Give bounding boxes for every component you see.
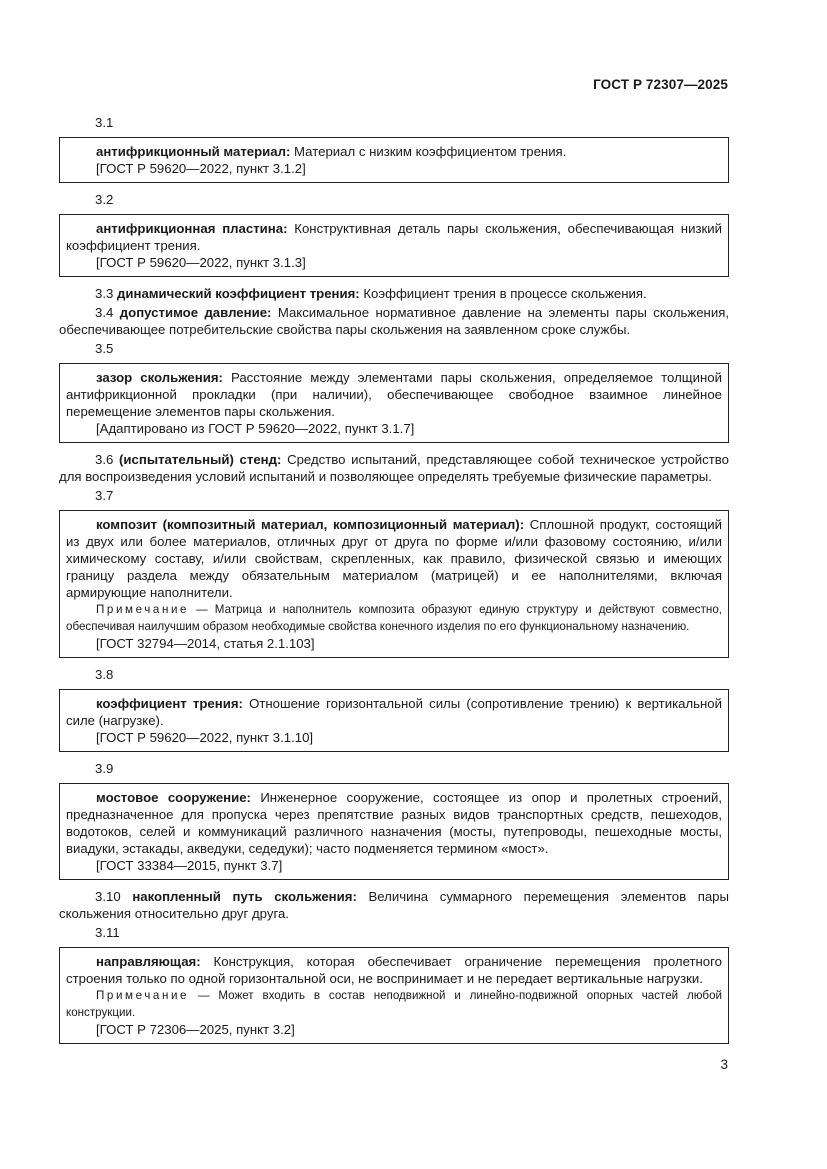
term-definition [66, 143, 722, 160]
term-definition [59, 888, 729, 922]
note-text: — Матрица и наполнитель композита образуют единую структуру и действуют совместно, обеспечивая наилучшим образом необходимые свойства конечного изделия по его функциональному назначению. [66, 603, 722, 633]
page-number: 3 [720, 1057, 728, 1072]
note-text: — Может входить в состав неподвижной и линейно-подвижной опорных частей любой конструкции. [66, 989, 722, 1019]
term-source: [ГОСТ Р 59620—2022, пункт 3.1.3] [96, 255, 306, 270]
term-box-3-2 [59, 214, 729, 277]
term-box-3-8 [59, 689, 729, 752]
term-box-3-5 [59, 363, 729, 443]
term-box-3-1 [59, 137, 729, 183]
term-note [66, 987, 722, 1021]
term-box-3-7 [59, 510, 729, 658]
term-definition [59, 285, 729, 302]
term-source: [ГОСТ Р 72306—2025, пункт 3.2] [96, 1022, 295, 1037]
entry-number: 3.8 [95, 667, 114, 682]
entry-number: 3.6 [95, 452, 114, 467]
document-header-id: ГОСТ Р 72307—2025 [593, 77, 728, 92]
term-text: Конструкция, которая обеспечивает ограничение перемещения пролетного строения только по одной горизонтальной оси, не воспринимает и не передает вертикальные нагрузки. [66, 954, 722, 986]
term-text: Сплошной продукт, состоящий из двух или более материалов, отличных друг от друга по форме и/или фазовому состоянию, и/или химическому составу, и/или свойствам, скрепленных, как правило, физической связью и имеющих границу раздела между обязательным материалом (матрицей) и ее наполнителями, включая армирующие наполнители. [66, 517, 722, 600]
term-text: Материал с низким коэффициентом трения. [290, 144, 567, 159]
note-label: Примечание [96, 989, 190, 1002]
term-name: (испытательный) стенд: [119, 452, 282, 467]
entry-number: 3.9 [95, 761, 114, 776]
entry-number: 3.7 [95, 488, 114, 503]
term-name: динамический коэффициент трения: [117, 286, 360, 301]
term-text: Конструктивная деталь пары скольжения, обеспечивающая низкий коэффициент трения. [66, 221, 723, 253]
term-source: [Адаптировано из ГОСТ Р 59620—2022, пункт 3.1.7] [96, 421, 415, 436]
term-source: [ГОСТ Р 59620—2022, пункт 3.1.2] [96, 161, 306, 176]
term-note [66, 601, 722, 635]
note-label: Примечание [96, 603, 190, 616]
term-name: накопленный путь скольжения: [132, 889, 357, 904]
term-paragraph-3-3 [59, 285, 729, 302]
entry-number: 3.1 [95, 115, 114, 130]
term-definition [66, 695, 722, 729]
term-paragraph-3-6 [59, 451, 729, 485]
term-name: композит (композитный материал, композиционный материал): [96, 517, 525, 532]
term-name: допустимое давление: [119, 305, 272, 320]
term-definition [66, 369, 722, 420]
term-text: Величина суммарного перемещения элементов пары скольжения относительно друг друга. [59, 889, 729, 921]
term-definition [66, 789, 722, 857]
term-source: [ГОСТ 32794—2014, статья 2.1.103] [96, 636, 315, 651]
term-text: Отношение горизонтальной силы (сопротивление трению) к вертикальной силе (нагрузке). [66, 696, 723, 728]
term-definition [66, 516, 722, 601]
term-box-3-11 [59, 947, 729, 1044]
term-name: зазор скольжения: [96, 370, 223, 385]
entry-number: 3.10 [95, 889, 121, 904]
term-paragraph-3-10 [59, 888, 729, 922]
term-definition [59, 451, 729, 485]
term-name: коэффициент трения: [96, 696, 243, 711]
term-name: антифрикционная пластина: [96, 221, 288, 236]
term-name: направляющая: [96, 954, 201, 969]
term-source: [ГОСТ 33384—2015, пункт 3.7] [96, 858, 283, 873]
term-name: мостовое сооружение: [96, 790, 251, 805]
term-paragraph-3-4 [59, 304, 729, 338]
term-text: Расстояние между элементами пары скольжения, определяемое толщиной антифрикционной прокладки (при наличии), обеспечивающее свободное взаимное линейное перемещение элементов пары скольжения. [66, 370, 722, 419]
entry-number: 3.2 [95, 192, 114, 207]
term-name: антифрикционный материал: [96, 144, 291, 159]
term-definition [66, 953, 722, 987]
term-text: Максимальное нормативное давление на элементы пары скольжения, обеспечивающее потребительские свойства пары скольжения на заявленном сроке службы. [59, 305, 730, 337]
term-definition [59, 304, 729, 338]
entry-number: 3.3 [95, 286, 114, 301]
term-box-3-9 [59, 783, 729, 880]
term-text: Коэффициент трения в процессе скольжения. [359, 286, 647, 301]
entry-number: 3.4 [95, 305, 114, 320]
term-definition [66, 220, 722, 254]
terms-section [59, 114, 729, 1052]
term-text: Средство испытаний, представляющее собой техническое устройство для воспроизведения условий испытаний и позволяющее определять требуемые физические параметры. [59, 452, 730, 484]
term-source: [ГОСТ Р 59620—2022, пункт 3.1.10] [96, 730, 314, 745]
entry-number: 3.5 [95, 341, 114, 356]
term-text: Инженерное сооружение, состоящее из опор и пролетных строений, предназначенное для пропуска через препятствие разных видов транспортных средств, пешеходов, водотоков, селей и коммуникаций различного назначения (мосты, путепроводы, пешеходные мосты, виадуки, эстакады, акведуки, седедуки); часто подменяется термином «мост». [66, 790, 722, 856]
entry-number: 3.11 [95, 925, 120, 940]
